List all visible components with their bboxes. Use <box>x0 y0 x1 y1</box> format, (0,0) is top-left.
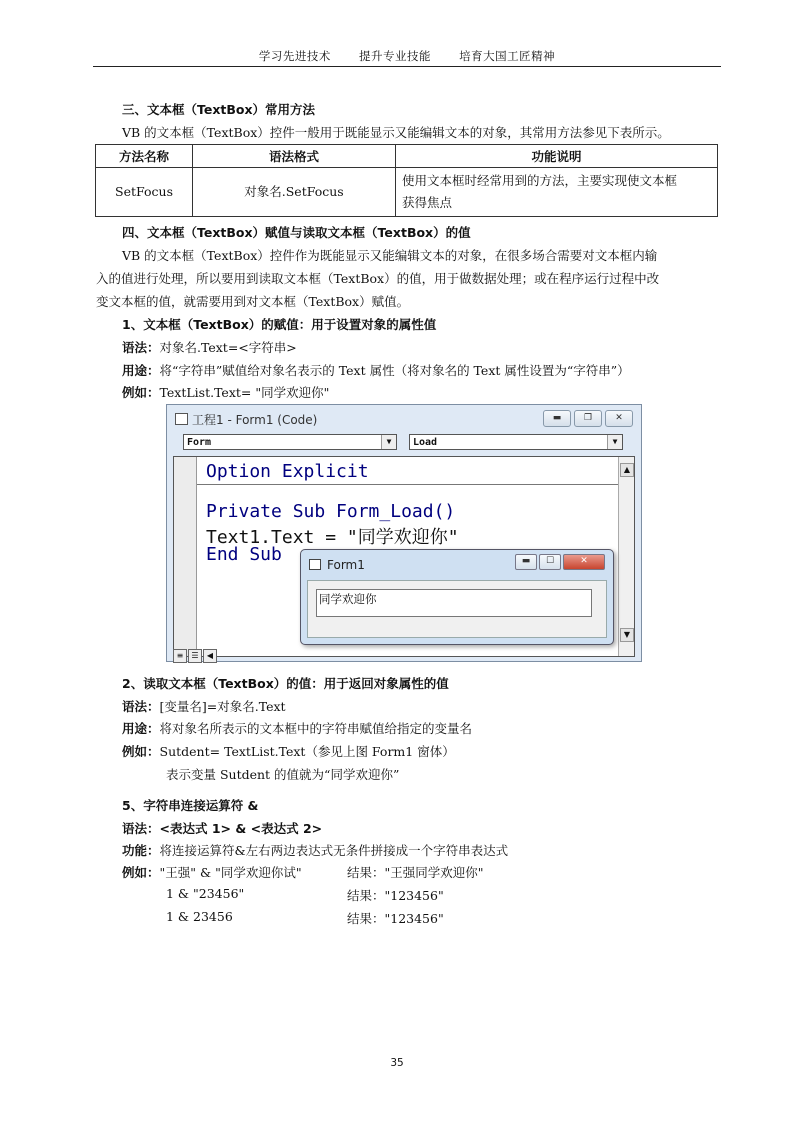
page-number: 35 <box>390 1057 404 1069</box>
form-icon <box>309 559 321 570</box>
sub5-func-label: 功能： <box>122 843 160 858</box>
procedure-combo[interactable] <box>409 434 623 450</box>
methods-table <box>95 144 718 217</box>
sub5-example-result-3: 结果："123456" <box>347 911 444 926</box>
header-rule <box>93 66 721 67</box>
text1-textbox[interactable]: 同学欢迎你 <box>316 589 592 617</box>
sub2-example-label: 例如： <box>122 744 160 759</box>
sub2-usage: 将对象名所表示的文本框中的字符串赋值给指定的变量名 <box>159 721 473 736</box>
minimize-icon[interactable]: ▬ <box>515 554 537 570</box>
cell-description-line1: 使用文本框时经常用到的方法，主要实现使文本框 <box>402 173 678 188</box>
sub1-syntax-line <box>122 338 297 356</box>
page-header <box>93 48 721 66</box>
section4-para-line2: 入的值进行处理，所以要用到读取文本框（TextBox）的值，用于做数据处理；或在程序运行过程中改 <box>96 271 660 286</box>
maximize-icon[interactable]: ☐ <box>539 554 561 570</box>
sub5-func: 将连接运算符&左右两边表达式无条件拼接成一个字符串表达式 <box>159 843 509 858</box>
sub5-func-line <box>122 841 508 859</box>
code-window-title <box>175 411 317 428</box>
header-part-2: 提升专业技能 <box>359 49 431 63</box>
vertical-scrollbar[interactable] <box>618 457 634 656</box>
code-line-3: Text1.Text = "同学欢迎你" <box>206 527 459 548</box>
cell-method-name: SetFocus <box>96 168 193 217</box>
procedure-view-icon[interactable]: ≡ <box>173 649 187 663</box>
sub5-example-expr-2: 1 & "23456" <box>166 886 245 901</box>
restore-icon[interactable]: ❐ <box>574 410 602 427</box>
header-part-3: 培育大国工匠精神 <box>459 49 556 63</box>
full-module-view-icon[interactable]: ☰ <box>188 649 202 663</box>
sub2-usage-line <box>122 719 472 737</box>
form1-title <box>309 558 365 572</box>
sub5-example-label-line <box>122 863 302 881</box>
code-window-title-text: 工程1 - Form1 (Code) <box>192 413 318 427</box>
form1-title-text: Form1 <box>327 558 365 572</box>
sub1-example-line <box>122 383 329 401</box>
form1-window <box>300 549 614 645</box>
th-description: 功能说明 <box>396 145 718 168</box>
section4-para-line1: VB 的文本框（TextBox）控件作为既能显示又能编辑文本的对象，在很多场合需要对文本框内输 <box>122 248 658 263</box>
minimize-icon[interactable]: ▬ <box>543 410 571 427</box>
object-combo-value: Form <box>187 437 212 448</box>
sub2-syntax-label: 语法： <box>122 699 160 714</box>
sub2-example: Sutdent= TextList.Text（参见上图 Form1 窗体） <box>159 744 455 759</box>
section4-para-line3: 变文本框的值，就需要用到对文本框（TextBox）赋值。 <box>96 294 410 309</box>
sub2-example-line <box>122 742 455 760</box>
sub2-heading: 2、读取文本框（TextBox）的值：用于返回对象属性的值 <box>122 676 449 691</box>
sub1-syntax: 对象名.Text=<字符串> <box>159 340 297 355</box>
sub5-example-label: 例如： <box>122 865 160 880</box>
close-icon[interactable]: ✕ <box>563 554 605 570</box>
object-combo[interactable] <box>183 434 397 450</box>
sub5-example-expr-1: "王强" & "同学欢迎你试" <box>159 865 302 880</box>
chevron-down-icon[interactable]: ▼ <box>607 435 622 449</box>
sub2-usage-label: 用途： <box>122 721 160 736</box>
sub5-syntax: <表达式 1> & <表达式 2> <box>159 821 323 836</box>
code-window-controls <box>543 410 633 427</box>
section3-intro: VB 的文本框（TextBox）控件一般用于既能显示又能编辑文本的对象，其常用方法参见下表所示。 <box>122 125 670 140</box>
code-line-2: Private Sub Form_Load() <box>206 501 456 522</box>
sub5-syntax-line <box>122 819 322 837</box>
section4-heading: 四、文本框（TextBox）赋值与读取文本框（TextBox）的值 <box>122 225 471 240</box>
sub2-syntax: [变量名]=对象名.Text <box>159 699 286 714</box>
code-line-4: End Sub <box>206 544 282 565</box>
section3-heading: 三、文本框（TextBox）常用方法 <box>122 102 316 117</box>
code-separator <box>197 484 618 485</box>
code-line-1: Option Explicit <box>206 461 369 482</box>
table-row <box>96 168 718 217</box>
th-syntax: 语法格式 <box>193 145 396 168</box>
form1-client-area <box>307 580 607 638</box>
sub1-example: TextList.Text= "同学欢迎你" <box>159 385 330 400</box>
sub1-syntax-label: 语法： <box>122 340 160 355</box>
close-icon[interactable]: ✕ <box>605 410 633 427</box>
sub5-syntax-label: 语法： <box>122 821 160 836</box>
code-gutter <box>174 457 197 656</box>
sub1-usage-line <box>122 361 630 379</box>
chevron-down-icon[interactable]: ▼ <box>381 435 396 449</box>
scroll-left-icon[interactable]: ◀ <box>203 649 217 663</box>
scroll-down-icon[interactable]: ▼ <box>620 628 634 642</box>
sub5-example-expr-3: 1 & 23456 <box>166 909 233 924</box>
sub5-example-result-1: 结果："王强同学欢迎你" <box>347 865 484 880</box>
th-method-name: 方法名称 <box>96 145 193 168</box>
sub5-heading: 5、字符串连接运算符 & <box>122 798 259 813</box>
cell-syntax: 对象名.SetFocus <box>193 168 396 217</box>
scroll-up-icon[interactable]: ▲ <box>620 463 634 477</box>
sub1-usage: 将“字符串”赋值给对象名表示的 Text 属性（将对象名的 Text 属性设置为“字符串”） <box>159 363 630 378</box>
form1-controls <box>515 554 605 570</box>
sub1-usage-label: 用途： <box>122 363 160 378</box>
cell-description <box>396 168 718 217</box>
code-window-icon <box>175 413 188 425</box>
sub2-example-note: 表示变量 Sutdent 的值就为“同学欢迎你” <box>166 767 400 782</box>
sub1-example-label: 例如： <box>122 385 160 400</box>
procedure-combo-value: Load <box>413 437 438 448</box>
view-toggle-bar <box>173 643 243 660</box>
sub5-example-result-2: 结果："123456" <box>347 888 444 903</box>
cell-description-line2: 获得焦点 <box>402 195 453 210</box>
header-part-1: 学习先进技术 <box>258 49 331 63</box>
table-header-row <box>96 145 718 168</box>
sub1-heading: 1、文本框（TextBox）的赋值：用于设置对象的属性值 <box>122 317 437 332</box>
sub2-syntax-line <box>122 697 286 715</box>
